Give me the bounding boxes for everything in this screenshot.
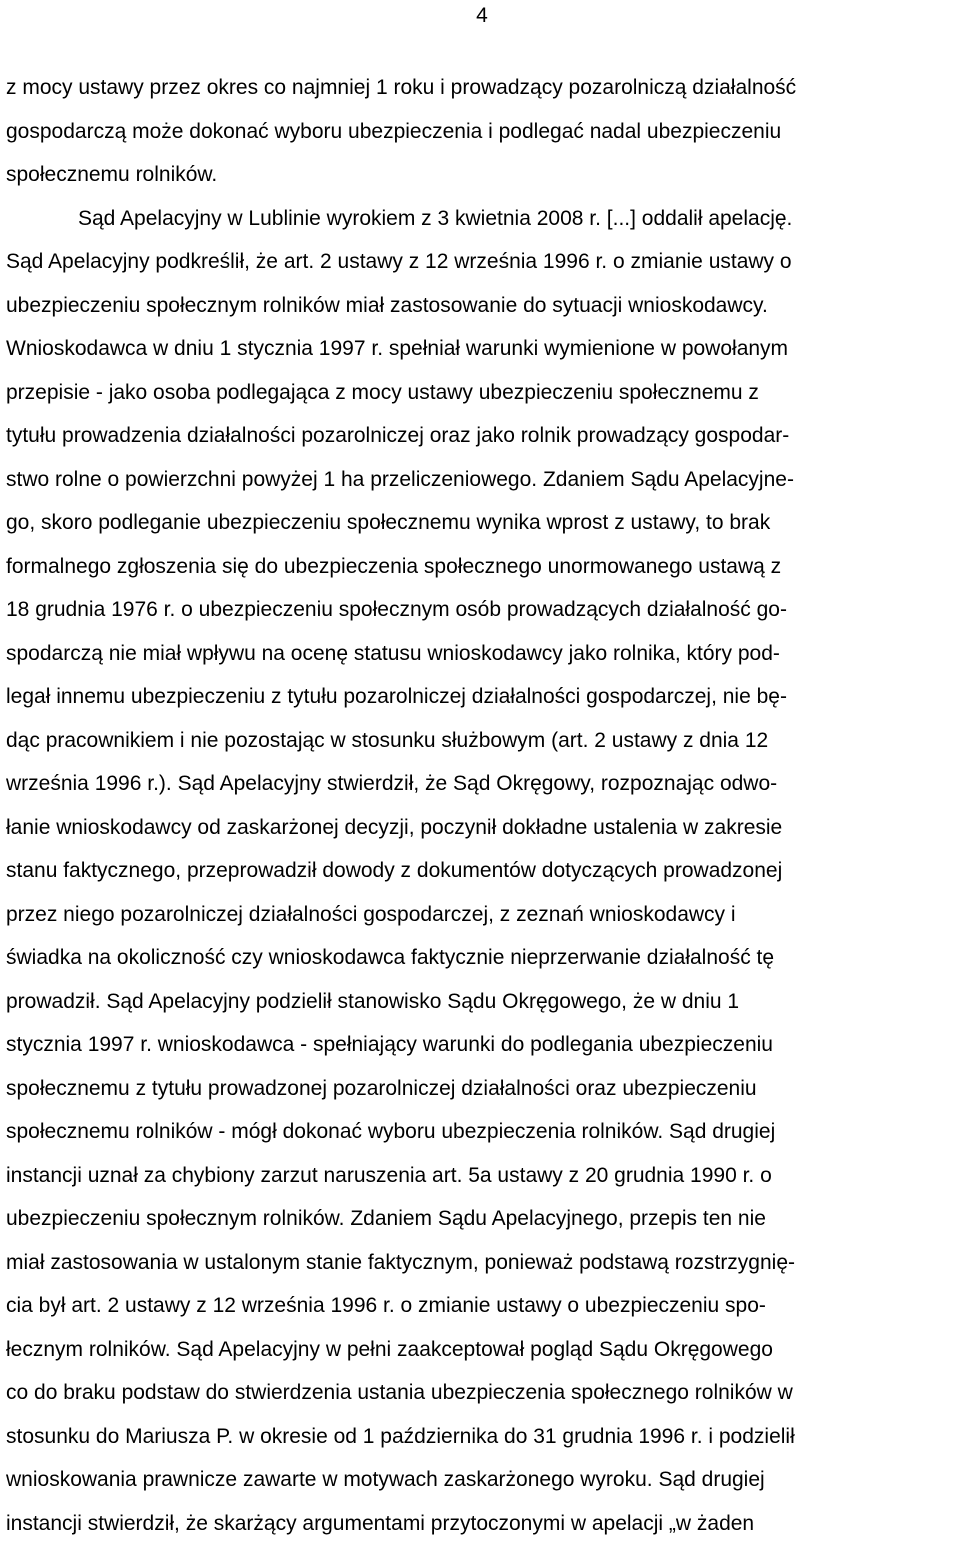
text-line: co do braku podstaw do stwierdzenia ustania ubezpieczenia społecznego rolników w [6,1371,960,1415]
text-line: stycznia 1997 r. wnioskodawca - spełniający warunki do podlegania ubezpieczeniu [6,1023,960,1067]
text-line: dąc pracownikiem i nie pozostając w stosunku służbowym (art. 2 ustawy z dnia 12 [6,719,960,763]
text-line: z mocy ustawy przez okres co najmniej 1 roku i prowadzący pozarolniczą działalność [6,66,960,110]
text-line: przez niego pozarolniczej działalności gospodarczej, z zeznań wnioskodawcy i [6,893,960,937]
text-line: prowadził. Sąd Apelacyjny podzielił stanowisko Sądu Okręgowego, że w dniu 1 [6,980,960,1024]
text-line: miał zastosowania w ustalonym stanie faktycznym, ponieważ podstawą rozstrzygnię- [6,1241,960,1285]
text-line: przepisie - jako osoba podlegająca z mocy ustawy ubezpieczeniu społecznemu z [6,371,960,415]
text-line: świadka na okoliczność czy wnioskodawca faktycznie nieprzerwanie działalność tę [6,936,960,980]
text-line: formalnego zgłoszenia się do ubezpieczenia społecznego unormowanego ustawą z [6,545,960,589]
text-line: stanu faktycznego, przeprowadził dowody z dokumentów dotyczących prowadzonej [6,849,960,893]
text-line: społecznemu rolników - mógł dokonać wyboru ubezpieczenia rolników. Sąd drugiej [6,1110,960,1154]
text-line: instancji uznał za chybiony zarzut naruszenia art. 5a ustawy z 20 grudnia 1990 r. o [6,1154,960,1198]
text-line: wnioskowania prawnicze zawarte w motywach zaskarżonego wyroku. Sąd drugiej [6,1458,960,1502]
text-line: ubezpieczeniu społecznym rolników miał zastosowanie do sytuacji wnioskodawcy. [6,284,960,328]
text-line: września 1996 r.). Sąd Apelacyjny stwierdził, że Sąd Okręgowy, rozpoznając odwo- [6,762,960,806]
text-line: tytułu prowadzenia działalności pozarolniczej oraz jako rolnik prowadzący gospodar- [6,414,960,458]
text-line: legał innemu ubezpieczeniu z tytułu pozarolniczej działalności gospodarczej, nie bę- [6,675,960,719]
document-body [6,66,960,1545]
text-line: łanie wnioskodawcy od zaskarżonej decyzji, poczynił dokładne ustalenia w zakresie [6,806,960,850]
text-line: gospodarczą może dokonać wyboru ubezpieczenia i podlegać nadal ubezpieczeniu [6,110,960,154]
text-line: społecznemu z tytułu prowadzonej pozarolniczej działalności oraz ubezpieczeniu [6,1067,960,1111]
text-line: łecznym rolników. Sąd Apelacyjny w pełni zaakceptował pogląd Sądu Okręgowego [6,1328,960,1372]
text-line: stosunku do Mariusza P. w okresie od 1 października do 31 grudnia 1996 r. i podzielił [6,1415,960,1459]
text-line: społecznemu rolników. [6,153,960,197]
text-line: stwo rolne o powierzchni powyżej 1 ha przeliczeniowego. Zdaniem Sądu Apelacyjne- [6,458,960,502]
text-line: ubezpieczeniu społecznym rolników. Zdaniem Sądu Apelacyjnego, przepis ten nie [6,1197,960,1241]
text-line: 18 grudnia 1976 r. o ubezpieczeniu społecznym osób prowadzących działalność go- [6,588,960,632]
text-line: go, skoro podleganie ubezpieczeniu społecznemu wynika wprost z ustawy, to brak [6,501,960,545]
text-line: Sąd Apelacyjny w Lublinie wyrokiem z 3 kwietnia 2008 r. [...] oddalił apelację. [6,197,960,241]
text-line: Wnioskodawca w dniu 1 stycznia 1997 r. spełniał warunki wymienione w powołanym [6,327,960,371]
text-line: Sąd Apelacyjny podkreślił, że art. 2 ustawy z 12 września 1996 r. o zmianie ustawy o [6,240,960,284]
text-line: instancji stwierdził, że skarżący argumentami przytoczonymi w apelacji „w żaden [6,1502,960,1545]
text-line: spodarczą nie miał wpływu na ocenę statusu wnioskodawcy jako rolnika, który pod- [6,632,960,676]
page-number: 4 [470,3,494,29]
text-line: cia był art. 2 ustawy z 12 września 1996 r. o zmianie ustawy o ubezpieczeniu spo- [6,1284,960,1328]
